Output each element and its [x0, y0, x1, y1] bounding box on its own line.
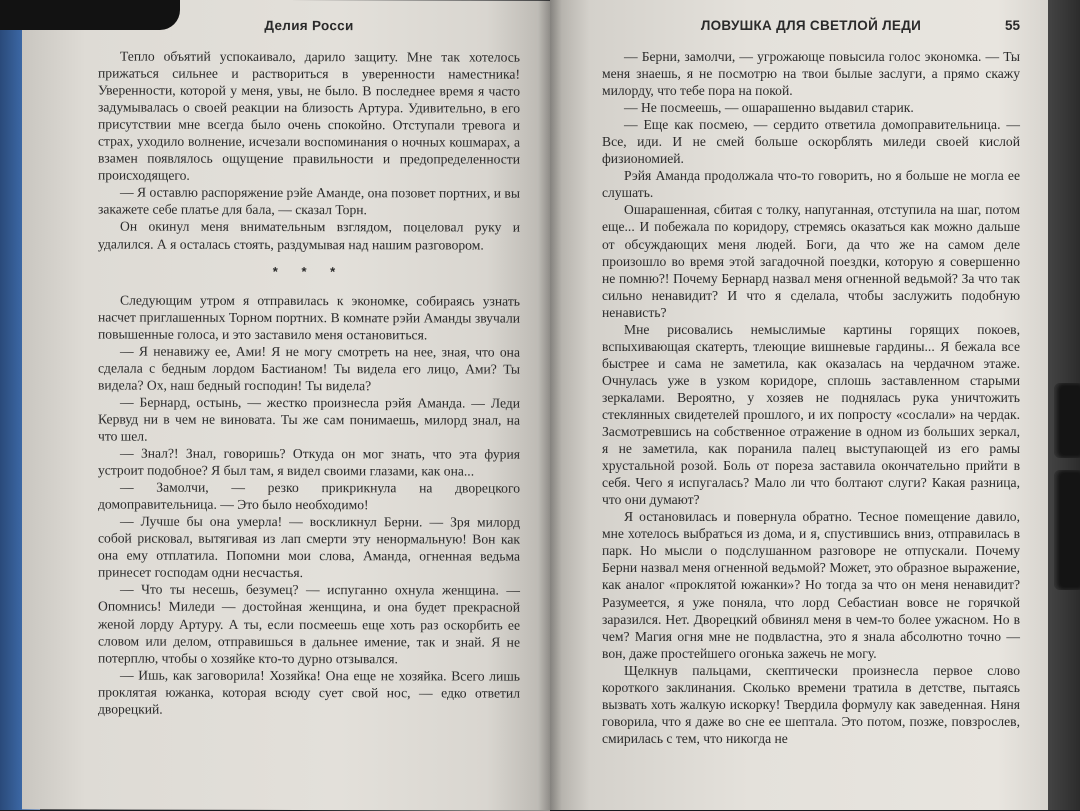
paragraph: Рэйя Аманда продолжала что-то говорить, но я больше не могла ее слушать.	[602, 168, 1020, 201]
paragraph: Тепло объятий успокаивало, дарило защиту. Мне так хотелось прижаться сильнее и раствориться в уверенности наместника! Уверенности, которой у меня, увы, не было. В последнее время я часто задумывалась о своей реакции на близость Артура. Удивительно, в его присутствии мне всегда было очень спокойно. Отступали тревога и страх, уходило волнение, исчезали воспоминания о ночных кошмарах, а взамен появлялось ощущение правильности и предопределенности происходящего.	[98, 48, 520, 184]
section-separator: * * *	[272, 263, 346, 279]
paragraph: Я остановилась и повернула обратно. Тесное помещение давило, мне хотелось выбраться из дома, и я, спустившись вниз, отправилась в парк. Но мысли о подслушанном разговоре не отпускали. Почему Берни назвал меня огненной ведьмой? Может, это образное выражение, как аналог «проклятой южанки»? Но тогда за что он меня ненавидит? Разумеется, я уже поняла, что лорд Себастиан вовсе не горячкой заразился. Нет. Дворецкий обвинял меня в чем-то более ужасном. Но в чем? Магия огня мне не подвластна, это я знала абсолютно точно — вон, даже простейшего огонька зажечь не могу.	[602, 509, 1020, 661]
paragraph: — Ишь, как заговорила! Хозяйка! Она еще не хозяйка. Всего лишь проклятая южанка, которая всюду сует свой нос, — едко ответил дворецкий.	[98, 667, 520, 717]
paragraph: Щелкнув пальцами, скептически произнесла первое слово короткого заклинания. Сколько времени тратила в детстве, пытаясь вызвать хоть жалкую искорку! Твердила формулу как заведенная. Няня говорила, что я даже во сне ее шептала. Это потом, позже, повзрослев, смирилась с тем, что никогда не	[602, 662, 1020, 746]
paragraph: — Что ты несешь, безумец? — испуганно охнула женщина. — Опомнись! Миледи — достойная женщина, и она будет прекрасной женой лорду Артуру. А ты, если посмеешь еще хоть раз оскорбить ее словом или делом, отправишься в дальнее имение, так и знай. Я не потерплю, чтобы о хозяйке кто-то дурно отзывался.	[98, 581, 520, 666]
paragraph: — Еще как посмею, — сердито ответила домоправительница. — Все, иди. И не смей больше оскорблять миледи своей кислой физиономией.	[602, 117, 1020, 167]
paragraph: Ошарашенная, сбитая с толку, напуганная, отступила на шаг, потом еще... И побежала по коридору, стремясь оказаться как можно дальше от обсуждающих меня людей. Боги, да что же на самом деле произошло во время этой загадочной поездки, которую я совершенно не помню?! Почему Бернард назвал меня огненной ведьмой? За что так сильно ненавидит? И что я сделала, чтобы заслужить подобную ненависть?	[602, 202, 1020, 320]
right-page-body	[602, 48, 1020, 747]
paragraph: — Я ненавижу ее, Ами! Я не могу смотреть на нее, зная, что она сделала с бедным лордом Бастианом! Ты видела его лицо, Ами? Ты видела? Ох, наш бедный господин! Ты видела?	[98, 343, 520, 394]
top-corner-shadow	[0, 0, 180, 30]
right-running-title: ЛОВУШКА ДЛЯ СВЕТЛОЙ ЛЕДИ	[700, 18, 922, 33]
left-page	[22, 0, 550, 811]
right-page-header	[602, 18, 1020, 44]
binder-clip-upper	[1054, 383, 1080, 458]
binder-clip-lower	[1054, 470, 1080, 590]
right-page-number: 55	[1004, 18, 1020, 33]
paragraph: Он окинул меня внимательным взглядом, поцеловал руку и удалился. А я осталась стоять, раздумывая над нашим разговором.	[98, 219, 520, 253]
paragraph: — Не посмеешь, — ошарашенно выдавил старик.	[624, 100, 914, 116]
left-page-body	[98, 48, 520, 719]
paragraph: — Замолчи, — резко прикрикнула на дворецкого домоправительница. — Это было необходимо!	[98, 479, 520, 513]
paragraph: — Знал?! Знал, говоришь? Откуда он мог знать, что эта фурия устроит подобное? Я был там, я видел своими глазами, как она...	[98, 445, 520, 479]
book-gutter	[538, 0, 562, 810]
paragraph: — Берни, замолчи, — угрожающе повысила голос экономка. — Ты меня знаешь, я не посмотрю на твои былые заслуги, а прямо скажу милорду, что тебе пора на покой.	[602, 49, 1020, 99]
right-page	[550, 0, 1048, 810]
paragraph: Мне рисовались немыслимые картины горящих покоев, вспыхивающая скатерть, тлеющие вишневые гардины... Я бежала все быстрее и сама не заметила, как оказалась на чердачном этаже. Очнулась уже в узком коридоре, сплошь заставленном старыми зеркалами. Вероятно, у хозяев не поднялась рука уничтожить стеклянных свидетелей прошлого, и их попросту «сослали» на чердак. Засмотревшись на собственное отражение в одном из больших зеркал, я не заметила, как поранила палец выступающей из его рамы хрустальной розой. Боль от пореза заставила окончательно прийти в себя. Чего я испугалась? Мало ли что болтают слуги? Какая разница, что они думают?	[602, 321, 1020, 508]
paragraph: — Я оставлю распоряжение рэйе Аманде, она позовет портних, и вы закажете себе платье для бала, — сказал Торн.	[98, 184, 520, 218]
paragraph: — Лучше бы она умерла! — воскликнул Берни. — Зря милорд собой рисковал, вытягивая из лап смерти эту ненормальную! Вон как она ему отплатила. Попомни мои слова, Аманда, огненная ведьма принесет господам одни несчастья.	[98, 513, 520, 581]
left-running-title: Делия Росси	[264, 17, 354, 34]
paragraph: Следующим утром я отправилась к экономке, собираясь узнать насчет приглашенных Торном портних. В комнате рэйи Аманды звучали повышенные голоса, и это заставило меня остановиться.	[98, 292, 520, 343]
paragraph: — Бернард, остынь, — жестко произнесла рэйя Аманда. — Леди Кервуд ни в чем не виновата. Ты же сам понимаешь, милорд знал, на что шел.	[98, 394, 520, 444]
